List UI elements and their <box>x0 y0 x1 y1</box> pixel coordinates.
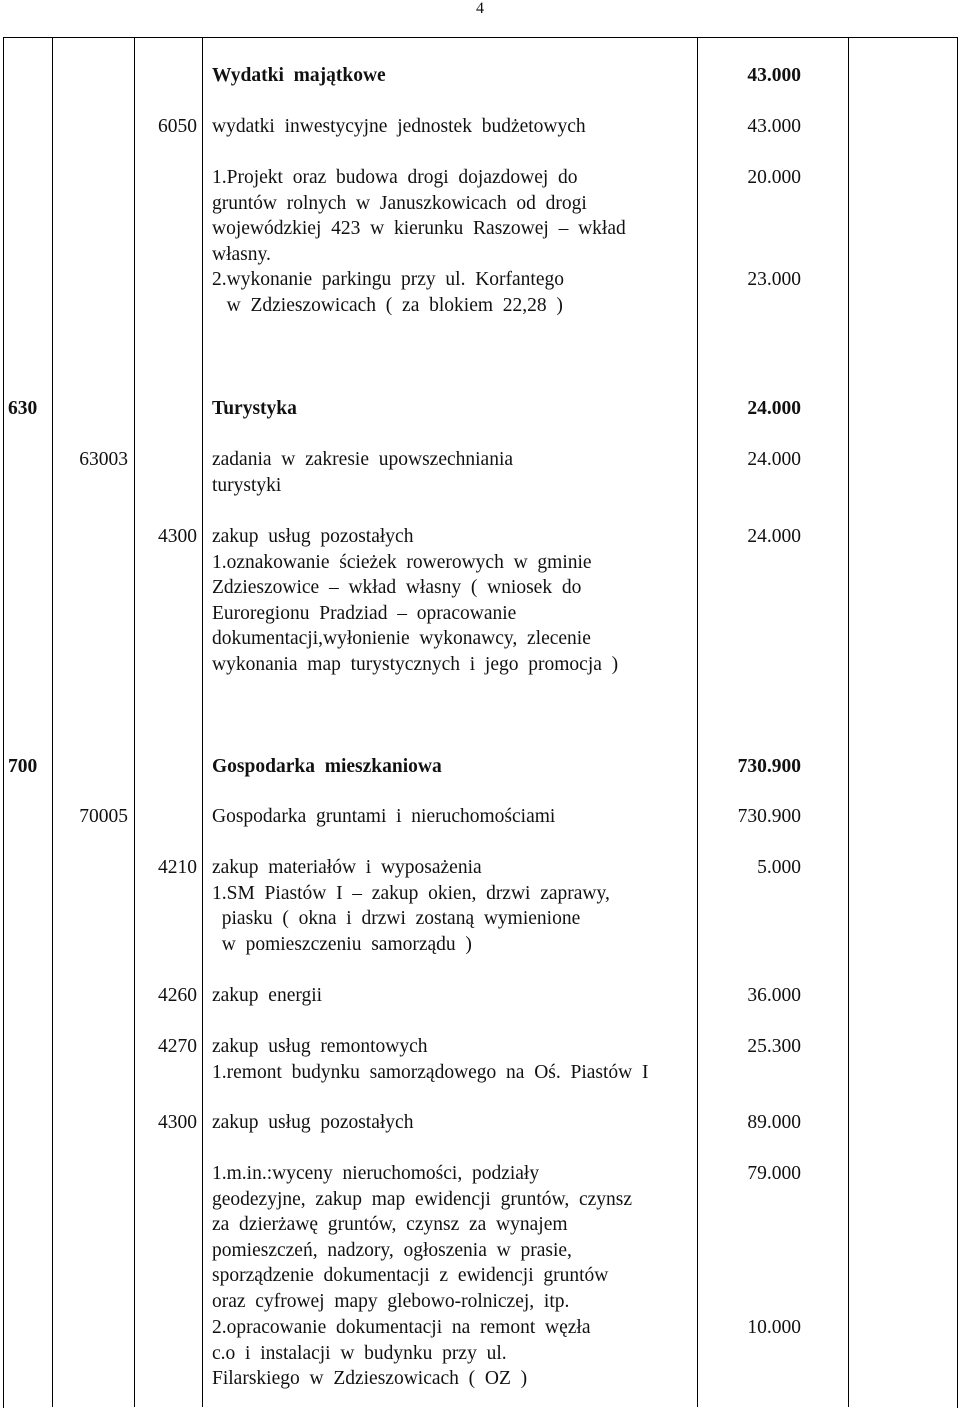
item-description: zakup usług pozostałych 1.oznakowanie ścieżek rowerowych w gminie Zdzieszowice – wkład własny ( wniosek do Euroregionu Pradziad – opracowanie dokumentacji,wyłonienie wykonawcy, zlecenie wykonania map turystycznych i jego promocja ) <box>212 526 619 675</box>
item-description: 1.Projekt oraz budowa drogi dojazdowej do gruntów rolnych w Januszkowicach od drogi wojewódzkiej 423 w kierunku Raszowej – wkład własny. <box>212 167 626 265</box>
item-description: 1.m.in.:wyceny nieruchomości, podziały geodezyjne, zakup map ewidencji gruntów, czynsz za dzierżawę gruntów, czynsz za wynajem pomieszczeń, nadzory, ogłoszenia w prasie, sporządzenie dokumentacji z ewidencji gruntów oraz cyfrowej mapy glebowo-rolniczej, itp. <box>212 1163 633 1312</box>
item-description: zakup materiałów i wyposażenia 1.SM Piastów I – zakup okien, drzwi zaprawy, piasku ( okna i drzwi zostaną wymienione w pomieszczeniu samorządu ) <box>212 857 610 955</box>
chapter-code: 70005 <box>79 806 128 827</box>
amount: 730.900 <box>737 806 801 827</box>
paragraph-code: 4210 <box>158 857 197 878</box>
paragraph-code: 4260 <box>158 985 197 1006</box>
amount: 23.000 <box>747 269 801 290</box>
item-description: zadania w zakresie upowszechniania turystyki <box>212 449 514 496</box>
amount: 43.000 <box>747 116 801 137</box>
page-number: 4 <box>476 0 484 17</box>
item-description: zakup energii <box>212 985 323 1006</box>
section-title: Gospodarka mieszkaniowa <box>212 756 442 777</box>
item-description: 2.opracowanie dokumentacji na remont węzła c.o i instalacji w budynku przy ul. Filarskiego w Zdzieszowicach ( OZ ) <box>212 1317 591 1390</box>
column-divider <box>52 37 53 1407</box>
paragraph-code: 4300 <box>158 526 197 547</box>
column-divider <box>134 37 135 1407</box>
division-code: 630 <box>8 398 38 419</box>
item-description: 2.wykonanie parkingu przy ul. Korfantego w Zdzieszowicach ( za blokiem 22,28 ) <box>212 269 564 316</box>
section-title: Wydatki majątkowe <box>212 65 386 86</box>
paragraph-code: 4300 <box>158 1112 197 1133</box>
column-divider <box>202 37 203 1407</box>
amount: 89.000 <box>747 1112 801 1133</box>
amount: 79.000 <box>747 1163 801 1184</box>
amount: 730.900 <box>737 756 801 777</box>
amount: 5.000 <box>757 857 801 878</box>
amount: 24.000 <box>747 398 801 419</box>
amount: 24.000 <box>747 526 801 547</box>
paragraph-code: 4270 <box>158 1036 197 1057</box>
amount: 25.300 <box>747 1036 801 1057</box>
paragraph-code: 6050 <box>158 116 197 137</box>
amount: 43.000 <box>747 65 801 86</box>
amount: 24.000 <box>747 449 801 470</box>
item-description: Gospodarka gruntami i nieruchomościami <box>212 806 556 827</box>
division-code: 700 <box>8 756 38 777</box>
amount: 10.000 <box>747 1317 801 1338</box>
column-divider <box>848 37 849 1407</box>
amount: 20.000 <box>747 167 801 188</box>
amount: 36.000 <box>747 985 801 1006</box>
section-title: Turystyka <box>212 398 297 419</box>
item-description: wydatki inwestycyjne jednostek budżetowych <box>212 116 586 137</box>
chapter-code: 63003 <box>79 449 128 470</box>
item-description: zakup usług remontowych 1.remont budynku samorządowego na Oś. Piastów I <box>212 1036 649 1083</box>
item-description: zakup usług pozostałych <box>212 1112 414 1133</box>
